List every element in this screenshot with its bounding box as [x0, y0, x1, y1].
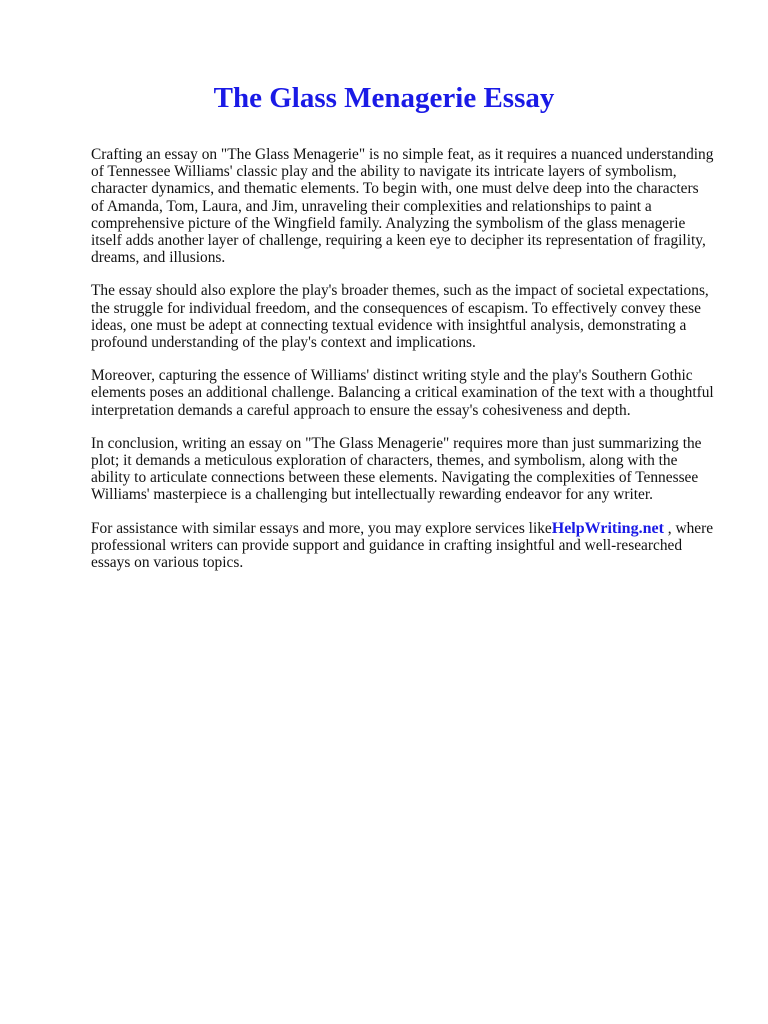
text-line: of Tennessee Williams' classic play and the ability to navigate its intricate layers of symbolism,: [91, 163, 677, 181]
helpwriting-link[interactable]: HelpWriting.net: [551, 519, 664, 537]
closing-text-before-link: For assistance with similar essays and more, you may explore services like: [91, 519, 552, 537]
text-line: character dynamics, and thematic elements. To begin with, one must delve deep into the characters: [91, 180, 699, 198]
paragraph-3: [91, 367, 714, 419]
text-line: [91, 519, 714, 537]
paragraph-2: [91, 282, 709, 352]
essay-body: [91, 146, 714, 587]
text-line: profound understanding of the play's context and implications.: [91, 334, 476, 352]
text-line: plot; it demands a meticulous exploration of characters, themes, and symbolism, along with the: [91, 452, 678, 470]
text-line: interpretation demands a careful approach to ensure the essay's cohesiveness and depth.: [91, 401, 631, 419]
page-title: The Glass Menagerie Essay: [213, 82, 555, 114]
text-line: itself adds another layer of challenge, requiring a keen eye to decipher its representation of fragility,: [91, 232, 706, 250]
text-line: In conclusion, writing an essay on "The Glass Menagerie" requires more than just summarizing the: [91, 434, 702, 452]
text-line: Crafting an essay on "The Glass Menagerie" is no simple feat, as it requires a nuanced understanding: [91, 146, 714, 163]
text-line: The essay should also explore the play's broader themes, such as the impact of societal expectations,: [91, 282, 709, 300]
closing-text-after-link: , where: [663, 519, 714, 537]
text-line: Moreover, capturing the essence of Williams' distinct writing style and the play's Southern Gothic: [91, 367, 693, 385]
text-line: elements poses an additional challenge. Balancing a critical examination of the text with a thoughtful: [91, 384, 714, 402]
text-line: ability to articulate connections between these elements. Navigating the complexities of Tennessee: [91, 469, 699, 487]
paragraph-1: [91, 146, 714, 267]
text-line: essays on various topics.: [91, 554, 244, 572]
text-line: the struggle for individual freedom, and the consequences of escapism. To effectively convey these: [91, 299, 701, 317]
text-line: ideas, one must be adept at connecting textual evidence with insightful analysis, demonstrating a: [91, 316, 687, 334]
text-line: professional writers can provide support and guidance in crafting insightful and well-researched: [91, 536, 683, 554]
text-line: of Amanda, Tom, Laura, and Jim, unraveling their complexities and relationships to paint a: [91, 197, 652, 215]
paragraph-4: [91, 434, 702, 504]
closing-paragraph: [91, 519, 714, 572]
text-line: comprehensive picture of the Wingfield family. Analyzing the symbolism of the glass menagerie: [91, 214, 686, 232]
text-line: dreams, and illusions.: [91, 249, 226, 267]
text-line: Williams' masterpiece is a challenging but intellectually rewarding endeavor for any writer.: [91, 486, 653, 504]
